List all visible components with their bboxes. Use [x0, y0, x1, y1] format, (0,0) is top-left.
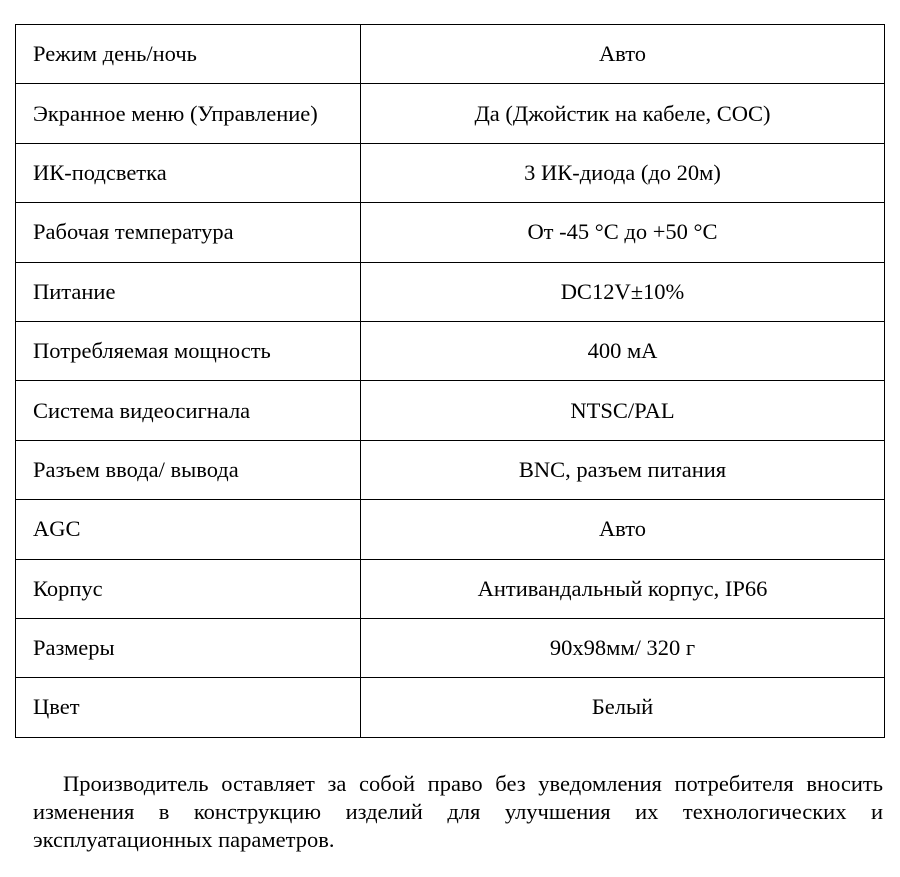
spec-param-connector: Разъем ввода/ вывода: [16, 440, 361, 499]
manufacturer-note: Производитель оставляет за собой право без уведомления потребителя вносить изменения в конструкцию изделий для улучшения их технологических и эксплуатационных параметров.: [33, 771, 883, 852]
table-row: [16, 678, 885, 737]
spec-value-connector: BNC, разъем питания: [361, 440, 885, 499]
spec-value-agc: Авто: [361, 500, 885, 559]
spec-value-ir: 3 ИК-диода (до 20м): [361, 143, 885, 202]
table-row: [16, 25, 885, 84]
table-row: [16, 84, 885, 143]
spec-param-housing: Корпус: [16, 559, 361, 618]
spec-value-osd: Да (Джойстик на кабеле, COC): [361, 84, 885, 143]
table-row: [16, 618, 885, 677]
table-row: [16, 559, 885, 618]
spec-value-video-system: NTSC/PAL: [361, 381, 885, 440]
spec-value-dimensions: 90х98мм/ 320 г: [361, 618, 885, 677]
table-row: [16, 440, 885, 499]
spec-param-power: Питание: [16, 262, 361, 321]
specifications-table: [15, 24, 885, 738]
spec-param-osd: Экранное меню (Управление): [16, 84, 361, 143]
table-row: [16, 262, 885, 321]
spec-param-color: Цвет: [16, 678, 361, 737]
spec-param-day-night: Режим день/ночь: [16, 25, 361, 84]
spec-param-temperature: Рабочая температура: [16, 203, 361, 262]
spec-value-consumption: 400 мА: [361, 321, 885, 380]
spec-value-color: Белый: [361, 678, 885, 737]
spec-param-consumption: Потребляемая мощность: [16, 321, 361, 380]
spec-param-agc: AGC: [16, 500, 361, 559]
spec-param-dimensions: Размеры: [16, 618, 361, 677]
spec-value-power: DC12V±10%: [361, 262, 885, 321]
table-row: [16, 381, 885, 440]
spec-value-housing: Антивандальный корпус, IP66: [361, 559, 885, 618]
spec-value-day-night: Авто: [361, 25, 885, 84]
table-row: [16, 321, 885, 380]
spec-param-video-system: Система видеосигнала: [16, 381, 361, 440]
spec-value-temperature: От -45 °С до +50 °С: [361, 203, 885, 262]
table-row: [16, 500, 885, 559]
table-row: [16, 143, 885, 202]
spec-param-ir: ИК-подсветка: [16, 143, 361, 202]
table-row: [16, 203, 885, 262]
